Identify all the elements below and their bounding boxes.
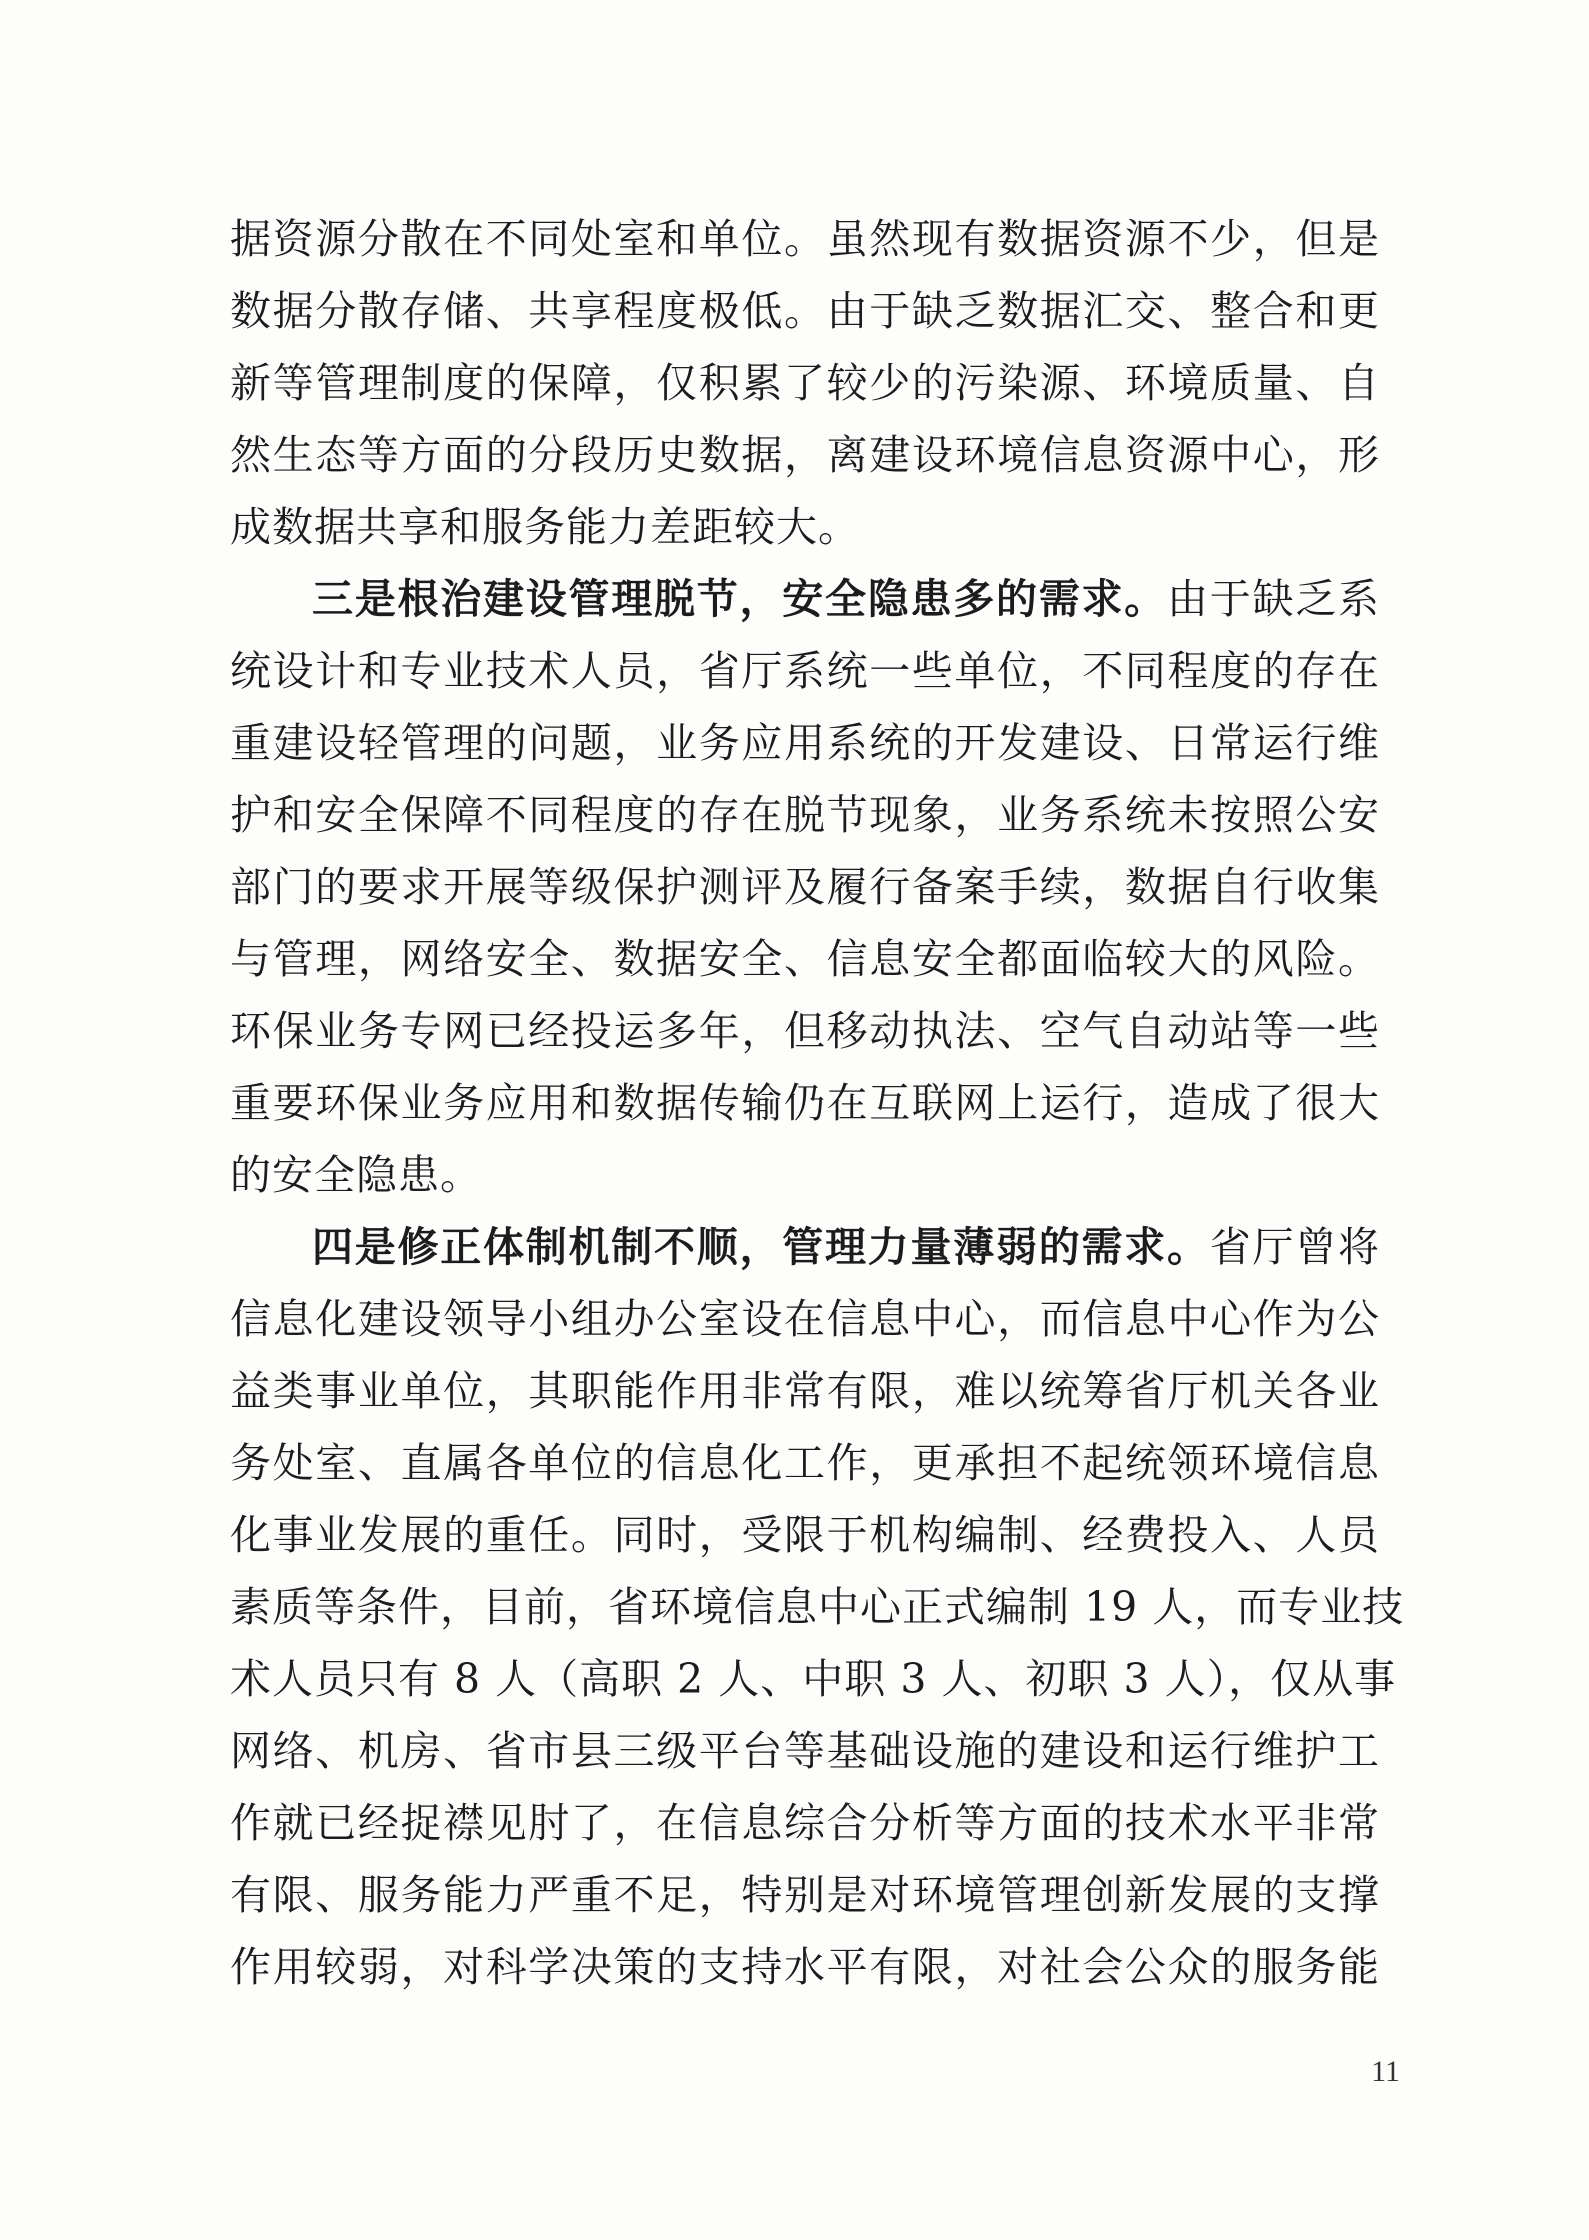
paragraph-first-line <box>230 563 1380 635</box>
paragraph-heading: 四是修正体制机制不顺，管理力量薄弱的需求。 <box>312 1223 1210 1271</box>
text-run: 省厅曾将 <box>1209 1223 1380 1271</box>
text-line: 据资源分散在不同处室和单位。虽然现有数据资源不少，但是 <box>230 215 1380 263</box>
text-line: 新等管理制度的保障，仅积累了较少的污染源、环境质量、自 <box>230 359 1380 407</box>
text-line: 作就已经捉襟见肘了，在信息综合分析等方面的技术水平非常 <box>230 1799 1380 1847</box>
paragraph-first-line <box>230 1211 1380 1283</box>
text-line: 重建设轻管理的问题，业务应用系统的开发建设、日常运行维 <box>230 719 1380 767</box>
text-line: 素质等条件，目前，省环境信息中心正式编制 19 人，而专业技 <box>230 1583 1405 1631</box>
text-line: 重要环保业务应用和数据传输仍在互联网上运行，造成了很大 <box>230 1079 1380 1127</box>
text-line: 统设计和专业技术人员，省厅系统一些单位，不同程度的存在 <box>230 647 1380 695</box>
text-line: 益类事业单位，其职能作用非常有限，难以统筹省厅机关各业 <box>230 1367 1380 1415</box>
text-line: 环保业务专网已经投运多年，但移动执法、空气自动站等一些 <box>230 1007 1380 1055</box>
text-line: 术人员只有 8 人（高职 2 人、中职 3 人、初职 3 人），仅从事 <box>230 1655 1397 1703</box>
text-line: 数据分散存储、共享程度极低。由于缺乏数据汇交、整合和更 <box>230 287 1380 335</box>
body-text <box>230 203 1405 2003</box>
text-line: 成数据共享和服务能力差距较大。 <box>230 503 860 551</box>
text-line: 务处室、直属各单位的信息化工作，更承担不起统领环境信息 <box>230 1439 1380 1487</box>
text-line: 网络、机房、省市县三级平台等基础设施的建设和运行维护工 <box>230 1727 1380 1775</box>
text-line: 部门的要求开展等级保护测评及履行备案手续，数据自行收集 <box>230 863 1380 911</box>
text-line: 作用较弱，对科学决策的支持水平有限，对社会公众的服务能 <box>230 1943 1380 1991</box>
text-line: 与管理，网络安全、数据安全、信息安全都面临较大的风险。 <box>230 935 1380 983</box>
page-number: 11 <box>1371 2055 1400 2088</box>
text-line: 信息化建设领导小组办公室设在信息中心，而信息中心作为公 <box>230 1295 1380 1343</box>
text-line: 护和安全保障不同程度的存在脱节现象，业务系统未按照公安 <box>230 791 1380 839</box>
text-line: 有限、服务能力严重不足，特别是对环境管理创新发展的支撑 <box>230 1871 1380 1919</box>
text-line: 的安全隐患。 <box>230 1151 482 1199</box>
text-line: 化事业发展的重任。同时，受限于机构编制、经费投入、人员 <box>230 1511 1380 1559</box>
text-line: 然生态等方面的分段历史数据，离建设环境信息资源中心，形 <box>230 431 1380 479</box>
paragraph-heading: 三是根治建设管理脱节，安全隐患多的需求。 <box>312 575 1167 623</box>
text-run: 由于缺乏系 <box>1167 575 1380 623</box>
